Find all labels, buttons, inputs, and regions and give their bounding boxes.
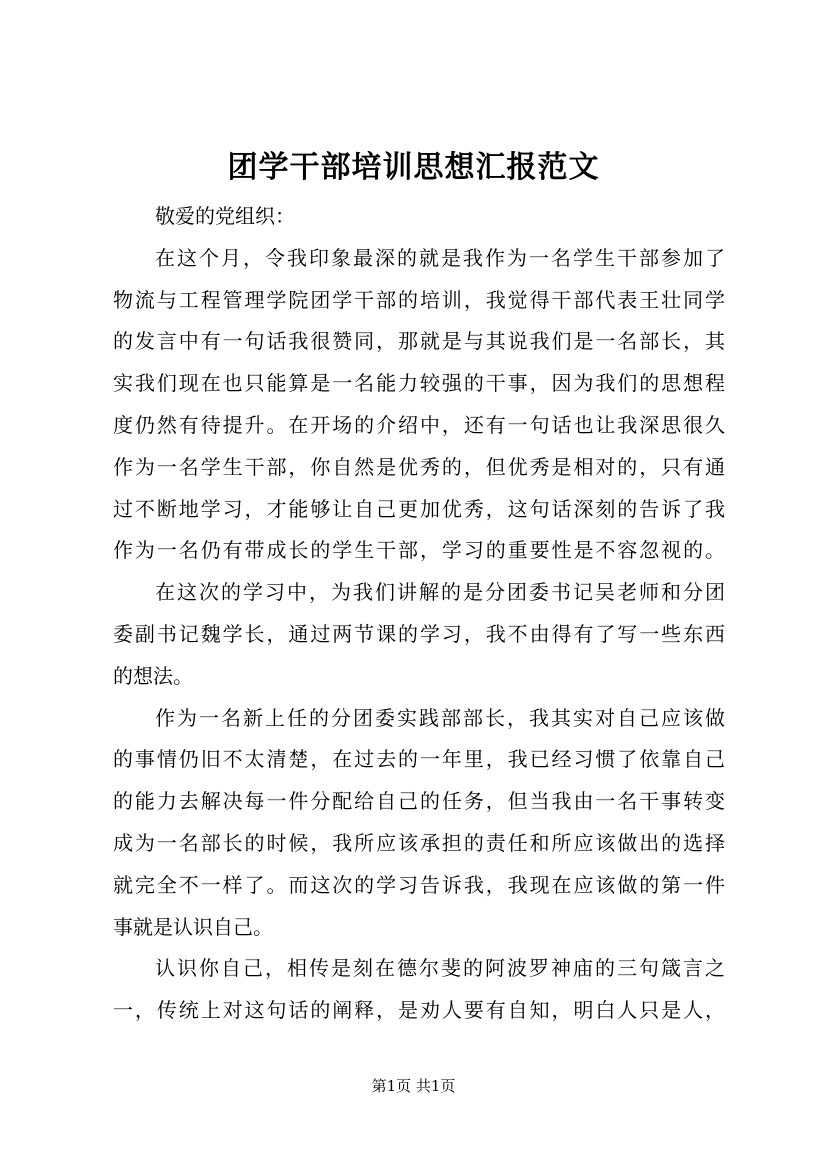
text-line: 作为一名学生干部，你自然是优秀的，但优秀是相对的，只有通 <box>113 454 725 479</box>
text-line: 度仍然有待提升。在开场的介绍中，还有一句话也让我深思很久 <box>113 412 725 437</box>
text-line: 委副书记魏学长，通过两节课的学习，我不由得有了写一些东西 <box>113 621 725 646</box>
text-line: 在这次的学习中，为我们讲解的是分团委书记吴老师和分团 <box>155 580 725 605</box>
text-line: 物流与工程管理学院团学干部的培训，我觉得干部代表王壮同学 <box>113 287 725 312</box>
text-line: 的事情仍旧不太清楚，在过去的一年里，我已经习惯了依靠自己 <box>113 747 725 772</box>
text-line: 一，传统上对这句话的阐释，是劝人要有自知，明白人只是人， <box>113 998 725 1023</box>
text-line: 成为一名部长的时候，我所应该承担的责任和所应该做出的选择 <box>113 830 725 855</box>
text-line: 就完全不一样了。而这次的学习告诉我，我现在应该做的第一件 <box>113 872 725 897</box>
text-line: 的能力去解决每一件分配给自己的任务，但当我由一名干事转变 <box>113 789 725 814</box>
document-body <box>113 196 725 1032</box>
page-footer: 第1页 共1页 <box>371 1077 456 1095</box>
text-line: 的想法。 <box>113 663 193 688</box>
text-line: 过不断地学习，才能够让自己更加优秀，这句话深刻的告诉了我 <box>113 496 725 521</box>
text-line: 在这个月，令我印象最深的就是我作为一名学生干部参加了 <box>155 245 725 270</box>
text-line: 作为一名新上任的分团委实践部部长，我其实对自己应该做 <box>155 705 725 730</box>
text-line: 的发言中有一句话我很赞同，那就是与其说我们是一名部长，其 <box>113 329 725 354</box>
text-line: 事就是认识自己。 <box>113 914 273 939</box>
text-line: 实我们现在也只能算是一名能力较强的干事，因为我们的思想程 <box>113 371 725 396</box>
text-line: 认识你自己，相传是刻在德尔斐的阿波罗神庙的三句箴言之 <box>155 956 725 981</box>
text-line: 作为一名仍有带成长的学生干部，学习的重要性是不容忽视的。 <box>113 538 725 563</box>
document-title: 团学干部培训思想汇报范文 <box>227 150 600 185</box>
salutation-line: 敬爱的党组织： <box>155 204 295 228</box>
